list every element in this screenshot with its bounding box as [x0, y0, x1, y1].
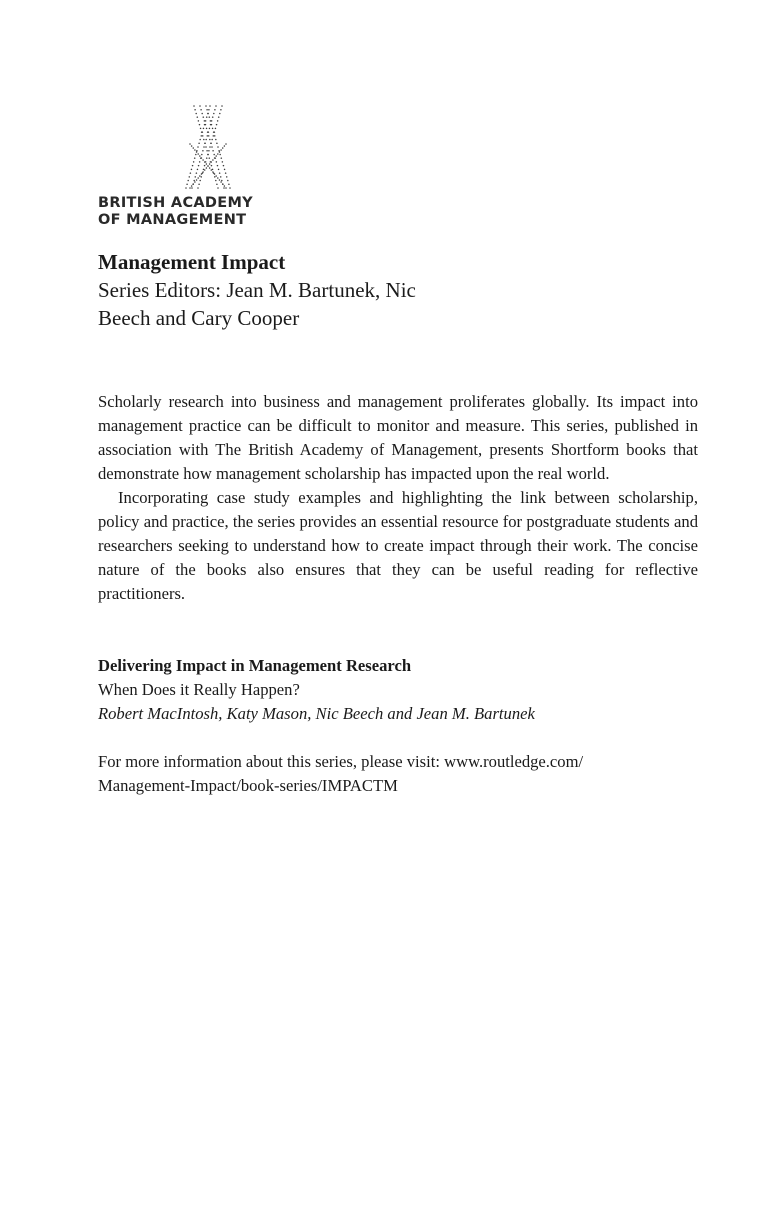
more-info	[98, 750, 698, 798]
series-editors-line-2: Beech and Cary Cooper	[98, 306, 300, 330]
series-description	[98, 390, 698, 606]
description-paragraph-1: Scholarly research into business and management proliferates globally. Its impact into management practice can be difficult to monitor and measure. This series, published in association with The British Academy of Management, presents Shortform books that demonstrate how management scholarship has impacted upon the real world.	[98, 392, 698, 483]
bam-logo-text	[98, 195, 253, 229]
logo-line-2: OF MANAGEMENT	[98, 212, 247, 228]
more-info-line-1: For more information about this series, please visit: www.routledge.com/	[98, 752, 584, 771]
book-subtitle: When Does it Really Happen?	[98, 680, 300, 699]
series-header	[98, 248, 518, 332]
more-info-line-2: Management-Impact/book-series/IMPACTM	[98, 776, 398, 795]
book-authors: Robert MacIntosh, Katy Mason, Nic Beech and Jean M. Bartunek	[98, 704, 535, 723]
book-title: Delivering Impact in Management Research	[98, 656, 412, 675]
series-title: Management Impact	[98, 250, 286, 274]
logo-line-1: BRITISH ACADEMY	[98, 195, 253, 211]
series-editors-line-1: Series Editors: Jean M. Bartunek, Nic	[98, 278, 416, 302]
book-entry	[98, 654, 698, 726]
description-paragraph-2: Incorporating case study examples and highlighting the link between scholarship, policy and practice, the series provides an essential resource for postgraduate students and researchers seeking to understand how to create impact through their work. The concise nature of the books also ensures that they can be useful reading for reflective practitioners.	[98, 488, 698, 603]
bam-logo-mark-icon	[184, 104, 232, 190]
book-list	[98, 654, 698, 726]
